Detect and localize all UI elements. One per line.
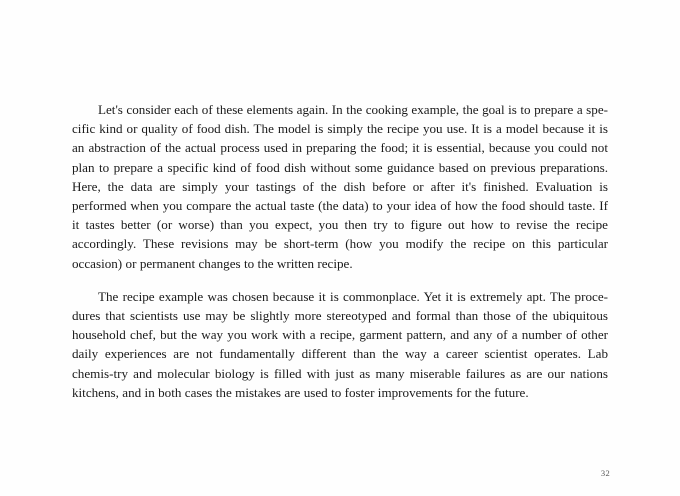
page-number: 32 <box>600 468 610 478</box>
body-text-column <box>72 100 608 402</box>
paragraph-2: The recipe example was chosen because it is commonplace. Yet it is extremely apt. The proce-dures that scientists use may be slightly more stereotyped and formal than those of the ubiquitous household chef, but the way you work with a recipe, garment pattern, and any of a number of other daily experiences are not fundamentally different than the way a career scientist operates. Lab chemis-try and molecular biology is filled with just as many miserable failures as are our nations kitchens, and in both cases the mistakes are used to foster improvements for the future. <box>72 288 608 400</box>
paragraph-1: Let's consider each of these elements again. In the cooking example, the goal is to prepare a spe-cific kind or quality of food dish. The model is simply the recipe you use. It is a model because it is an abstraction of the actual process used in preparing the food; it is essential, because you could not plan to prepare a specific kind of food dish without some guidance based on previous preparations. Here, the data are simply your tastings of the dish before or after it's finished. Evaluation is performed when you compare the actual taste (the data) to your idea of how the food should taste. If it tastes better (or worse) than you expect, you then try to figure out how to revise the recipe accordingly. These revisions may be short-term (how you modify the recipe on this particular occasion) or permanent changes to the written recipe. <box>72 102 608 271</box>
